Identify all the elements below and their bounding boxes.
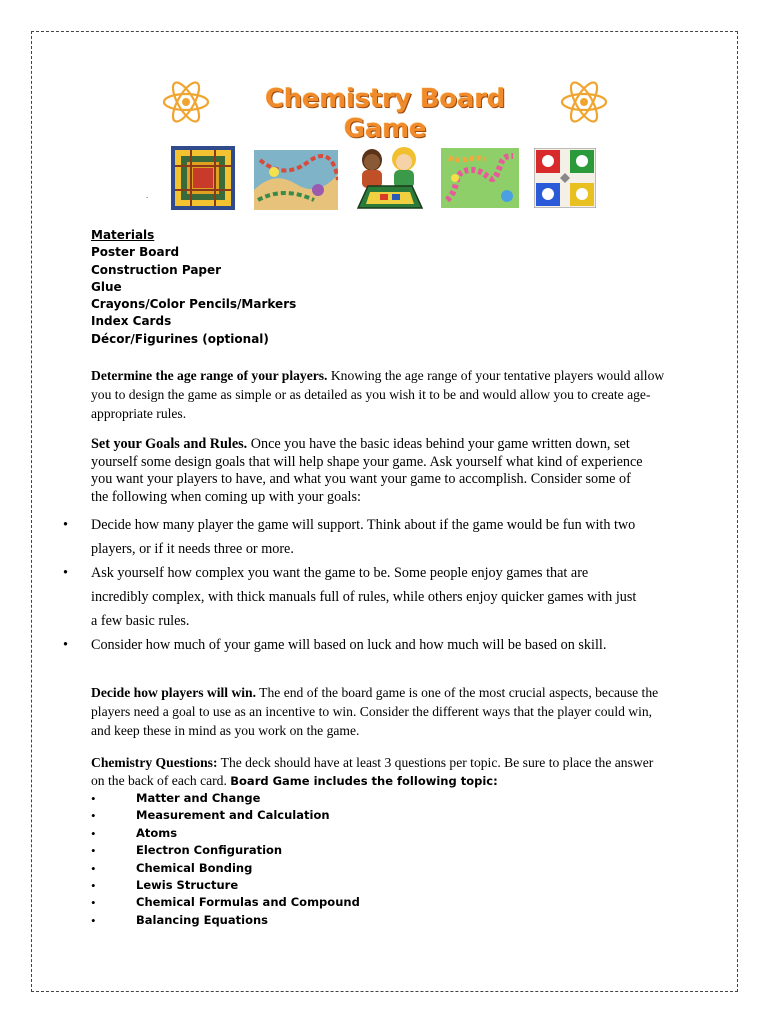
age-text: Knowing the age range of your tentative players would allow — [327, 368, 665, 383]
bullet-mark: • — [91, 825, 96, 841]
bullet-text: Consider how much of your game will based on luck and how much will be based on skill. — [91, 637, 607, 653]
win-lead: Decide how players will win. — [91, 685, 257, 700]
bullet-mark: • — [91, 912, 96, 928]
material-item: Index Cards — [91, 314, 172, 329]
bullet-mark: • — [91, 895, 96, 911]
win-paragraph — [91, 683, 691, 740]
goals-text: Once you have the basic ideas behind your game written down, set — [247, 436, 630, 452]
win-text: The end of the board game is one of the most crucial aspects, because the — [256, 685, 659, 700]
chemistry-questions-paragraph — [91, 754, 691, 790]
topic-label: Measurement and Calculation — [136, 808, 330, 823]
kids-playing-image — [352, 146, 426, 210]
bullet-mark: • — [91, 808, 96, 824]
age-text: appropriate rules. — [91, 406, 187, 421]
chemistry-text: The deck should have at least 3 questions per topic. Be sure to place the answer — [217, 755, 654, 770]
topic-label: Chemical Formulas and Compound — [136, 895, 360, 910]
bullet-mark: • — [91, 860, 96, 876]
goals-text: you want your players to have, and what you want your game to accomplish. Consider some of — [91, 471, 631, 487]
goals-paragraph — [91, 436, 691, 506]
topic-label: Chemical Bonding — [136, 860, 253, 875]
material-item: Décor/Figurines (optional) — [91, 331, 269, 346]
board-game-images — [0, 146, 768, 214]
list-item — [63, 513, 703, 561]
bullet-mark: • — [91, 791, 96, 806]
board-game-image-2 — [254, 150, 338, 210]
material-item: Crayons/Color Pencils/Markers — [91, 297, 297, 312]
board-game-image-3 — [441, 148, 519, 208]
bullet-text: players, or if it needs three or more. — [91, 541, 294, 557]
atom-icon — [160, 76, 212, 128]
list-item — [63, 561, 703, 633]
topics-intro: Board Game includes the following topic: — [230, 773, 498, 788]
age-text: you to design the game as simple or as detailed as you wish it to be and would allow you to create age- — [91, 387, 651, 402]
list-item — [63, 633, 703, 657]
topic-label: Electron Configuration — [136, 843, 283, 858]
bullet-mark: • — [91, 843, 96, 859]
win-text: players need a goal to use as an incentive to win. Consider the different ways that the player could win, — [91, 704, 653, 719]
topic-label: Balancing Equations — [136, 912, 269, 927]
bullet-mark: • — [91, 877, 96, 893]
material-item: Glue — [91, 279, 122, 294]
material-item: Construction Paper — [91, 262, 222, 277]
topic-label: Lewis Structure — [136, 877, 239, 892]
atom-icon — [558, 76, 610, 128]
bullet-mark: • — [63, 565, 68, 581]
board-game-image-1 — [171, 146, 235, 210]
goals-bullet-list — [63, 513, 703, 657]
title-row — [0, 76, 768, 144]
materials-heading: Materials — [91, 228, 155, 242]
win-text: and keep these in mind as you work on the game. — [91, 723, 360, 738]
bullet-mark: • — [63, 517, 68, 533]
materials-list — [91, 227, 296, 348]
topic-label: Matter and Change — [136, 791, 261, 805]
chemistry-lead: Chemistry Questions: — [91, 755, 218, 770]
bullet-text: Decide how many player the game will support. Think about if the game would be fun with two — [91, 517, 636, 533]
age-range-paragraph — [91, 366, 691, 423]
material-item: Poster Board — [91, 245, 180, 260]
ludo-board-image — [534, 148, 596, 208]
bullet-mark: • — [63, 637, 68, 653]
age-range-lead: Determine the age range of your players. — [91, 368, 328, 383]
chemistry-text: on the back of each card. — [91, 772, 231, 788]
goals-text: the following when coming up with your goals: — [91, 488, 361, 505]
goals-lead: Set your Goals and Rules. — [91, 436, 248, 452]
bullet-text: incredibly complex, with thick manuals full of rules, while others enjoy quicker games with just — [91, 589, 637, 605]
bullet-text: a few basic rules. — [91, 613, 190, 629]
goals-text: yourself some design goals that will help shape your game. Ask yourself what kind of experience — [91, 453, 643, 470]
stray-mark: . — [146, 190, 149, 200]
topic-label: Atoms — [136, 825, 178, 840]
page-title: Chemistry Board Game — [264, 84, 506, 144]
bullet-text: Ask yourself how complex you want the game to be. Some people enjoy games that are — [91, 565, 589, 581]
